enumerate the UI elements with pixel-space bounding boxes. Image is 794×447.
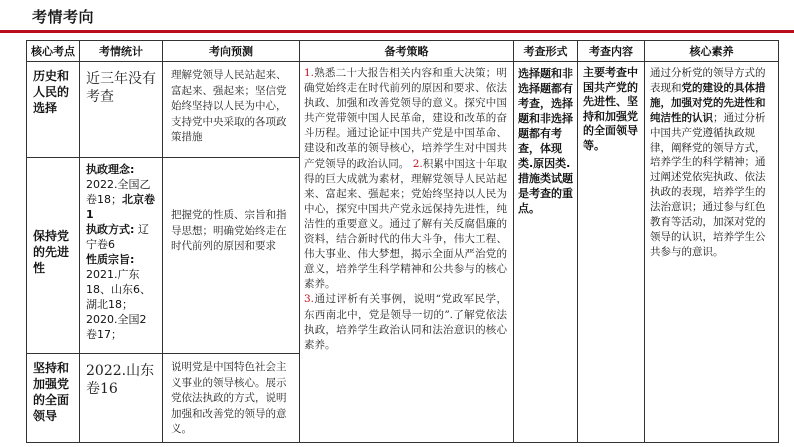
stats-item: 2022.全国乙卷18； (86, 178, 151, 206)
topic-text: 历史和人民的选择 (33, 69, 70, 115)
strategy-num-1: 1. (304, 67, 315, 79)
stats-cell (80, 354, 163, 443)
exam-analysis-table (26, 40, 779, 443)
topic-cell (27, 158, 80, 354)
strategy-cell (300, 62, 514, 443)
header-topic: 核心考点 (27, 41, 80, 62)
strategy-num-3: 3. (304, 293, 315, 306)
prediction-cell (163, 354, 300, 443)
stats-cell (80, 62, 163, 158)
stats-cell (80, 158, 163, 354)
stats-text: 2022.山东卷16 (86, 363, 155, 397)
stats-label: 执政理念: (86, 163, 135, 176)
literacy-cell (645, 62, 779, 443)
page-title: 考情考向 (32, 8, 95, 26)
form-cell (514, 62, 578, 443)
strategy-point-1: 熟悉二十大报告相关内容和重大决策；明确党始终走在时代前列的原因和要求、依法执政、加强和改善党领导的意义。探究中国共产党带领中国人民革命，建设和改革的奋斗历程。通过论证中国共产党是中国革命、建设和改革的领导核心，培养学生对中国共产党领导的政治认同。 (304, 67, 507, 170)
topic-text: 保持党的先进性 (33, 229, 70, 275)
prediction-text: 把握党的性质、宗旨和指导思想；明确党始终走在时代前列的原因和要求 (171, 209, 287, 252)
topic-text: 坚持和加强党的全面领导 (33, 361, 70, 423)
topic-cell (27, 62, 80, 158)
literacy-part-2: ；通过分析中国共产党遵循执政规律，阐释党的领导方式，培养学生的科学精神；通过阐述党依宪执政、依法执政的表现，培养学生的法治意识；通过参与红色教育等活动，加深对党的领导的认识，培养学生公共参与的意识。 (650, 111, 766, 258)
topic-cell (27, 354, 80, 443)
header-strategy: 备考策略 (300, 41, 514, 62)
prediction-cell (163, 62, 300, 158)
literacy-emphasis: 党的建设的具体措施，加强对党的先进性和纯洁性的认识 (650, 81, 766, 124)
header-prediction: 考向预测 (163, 41, 300, 62)
prediction-cell (163, 158, 300, 354)
table-header-row (27, 41, 779, 62)
page-header (0, 0, 794, 32)
stats-text: 近三年没有考查 (86, 71, 156, 105)
prediction-text: 理解党领导人民站起来、富起来、强起来；坚信党始终坚持以人民为中心，支持党中央采取的各项政策措施 (171, 69, 287, 143)
header-form: 考查形式 (514, 41, 578, 62)
strategy-num-2: 2. (412, 157, 423, 170)
content-text: 主要考查中国共产党的先进性、坚持和加强党的全面领导等。 (583, 66, 638, 152)
header-stats: 考情统计 (80, 41, 163, 62)
stats-label: 执政方式: (86, 223, 135, 236)
stats-label: 北京卷1 (86, 193, 155, 221)
stats-item: 2021.广东18、山东6、湖北18；2020.全国2卷17； (86, 268, 151, 341)
stats-item: 辽宁卷6 (86, 223, 149, 251)
content-cell (578, 62, 645, 443)
header-content: 考查内容 (578, 41, 645, 62)
stats-label: 性质宗旨: (86, 253, 135, 266)
strategy-point-2: 积累中国这十年取得的巨大成就为素材，理解党领导人民站起来、富起来、强起来；党始终坚持以人民为中心，探究中国共产党永远保持先进性，纯洁性的重要意义。通过了解有关反腐倡廉的资料，结合新时代的伟大斗争，伟大工程、伟大事业、伟大梦想，揭示全面从严治党的意义，培养学生科学精神和公共参与的核心素养。 (304, 157, 508, 291)
stats-list (80, 158, 162, 346)
literacy-part-1: 通过分析党的领导方式的表现和 (650, 67, 766, 94)
table-row (27, 62, 779, 158)
strategy-text (300, 62, 513, 355)
prediction-text: 说明党是中国特色社会主义事业的领导核心。展示党依法执政的方式，说明加强和改善党的领导的意义。 (171, 361, 287, 435)
header-literacy: 核心素养 (645, 41, 779, 62)
strategy-point-3: 通过评析有关事例，说明“党政军民学，东西南北中，党是领导一切的”.了解党依法执政，培养学生政治认同和法治意识的核心素养。 (304, 293, 507, 351)
literacy-text (645, 62, 778, 264)
title-underline (0, 30, 794, 33)
form-text: 选择题和非选择题都有考查，选择题和非选择题都有考查，体现类.原因类.措施类试题是考查的重点。 (518, 67, 573, 215)
